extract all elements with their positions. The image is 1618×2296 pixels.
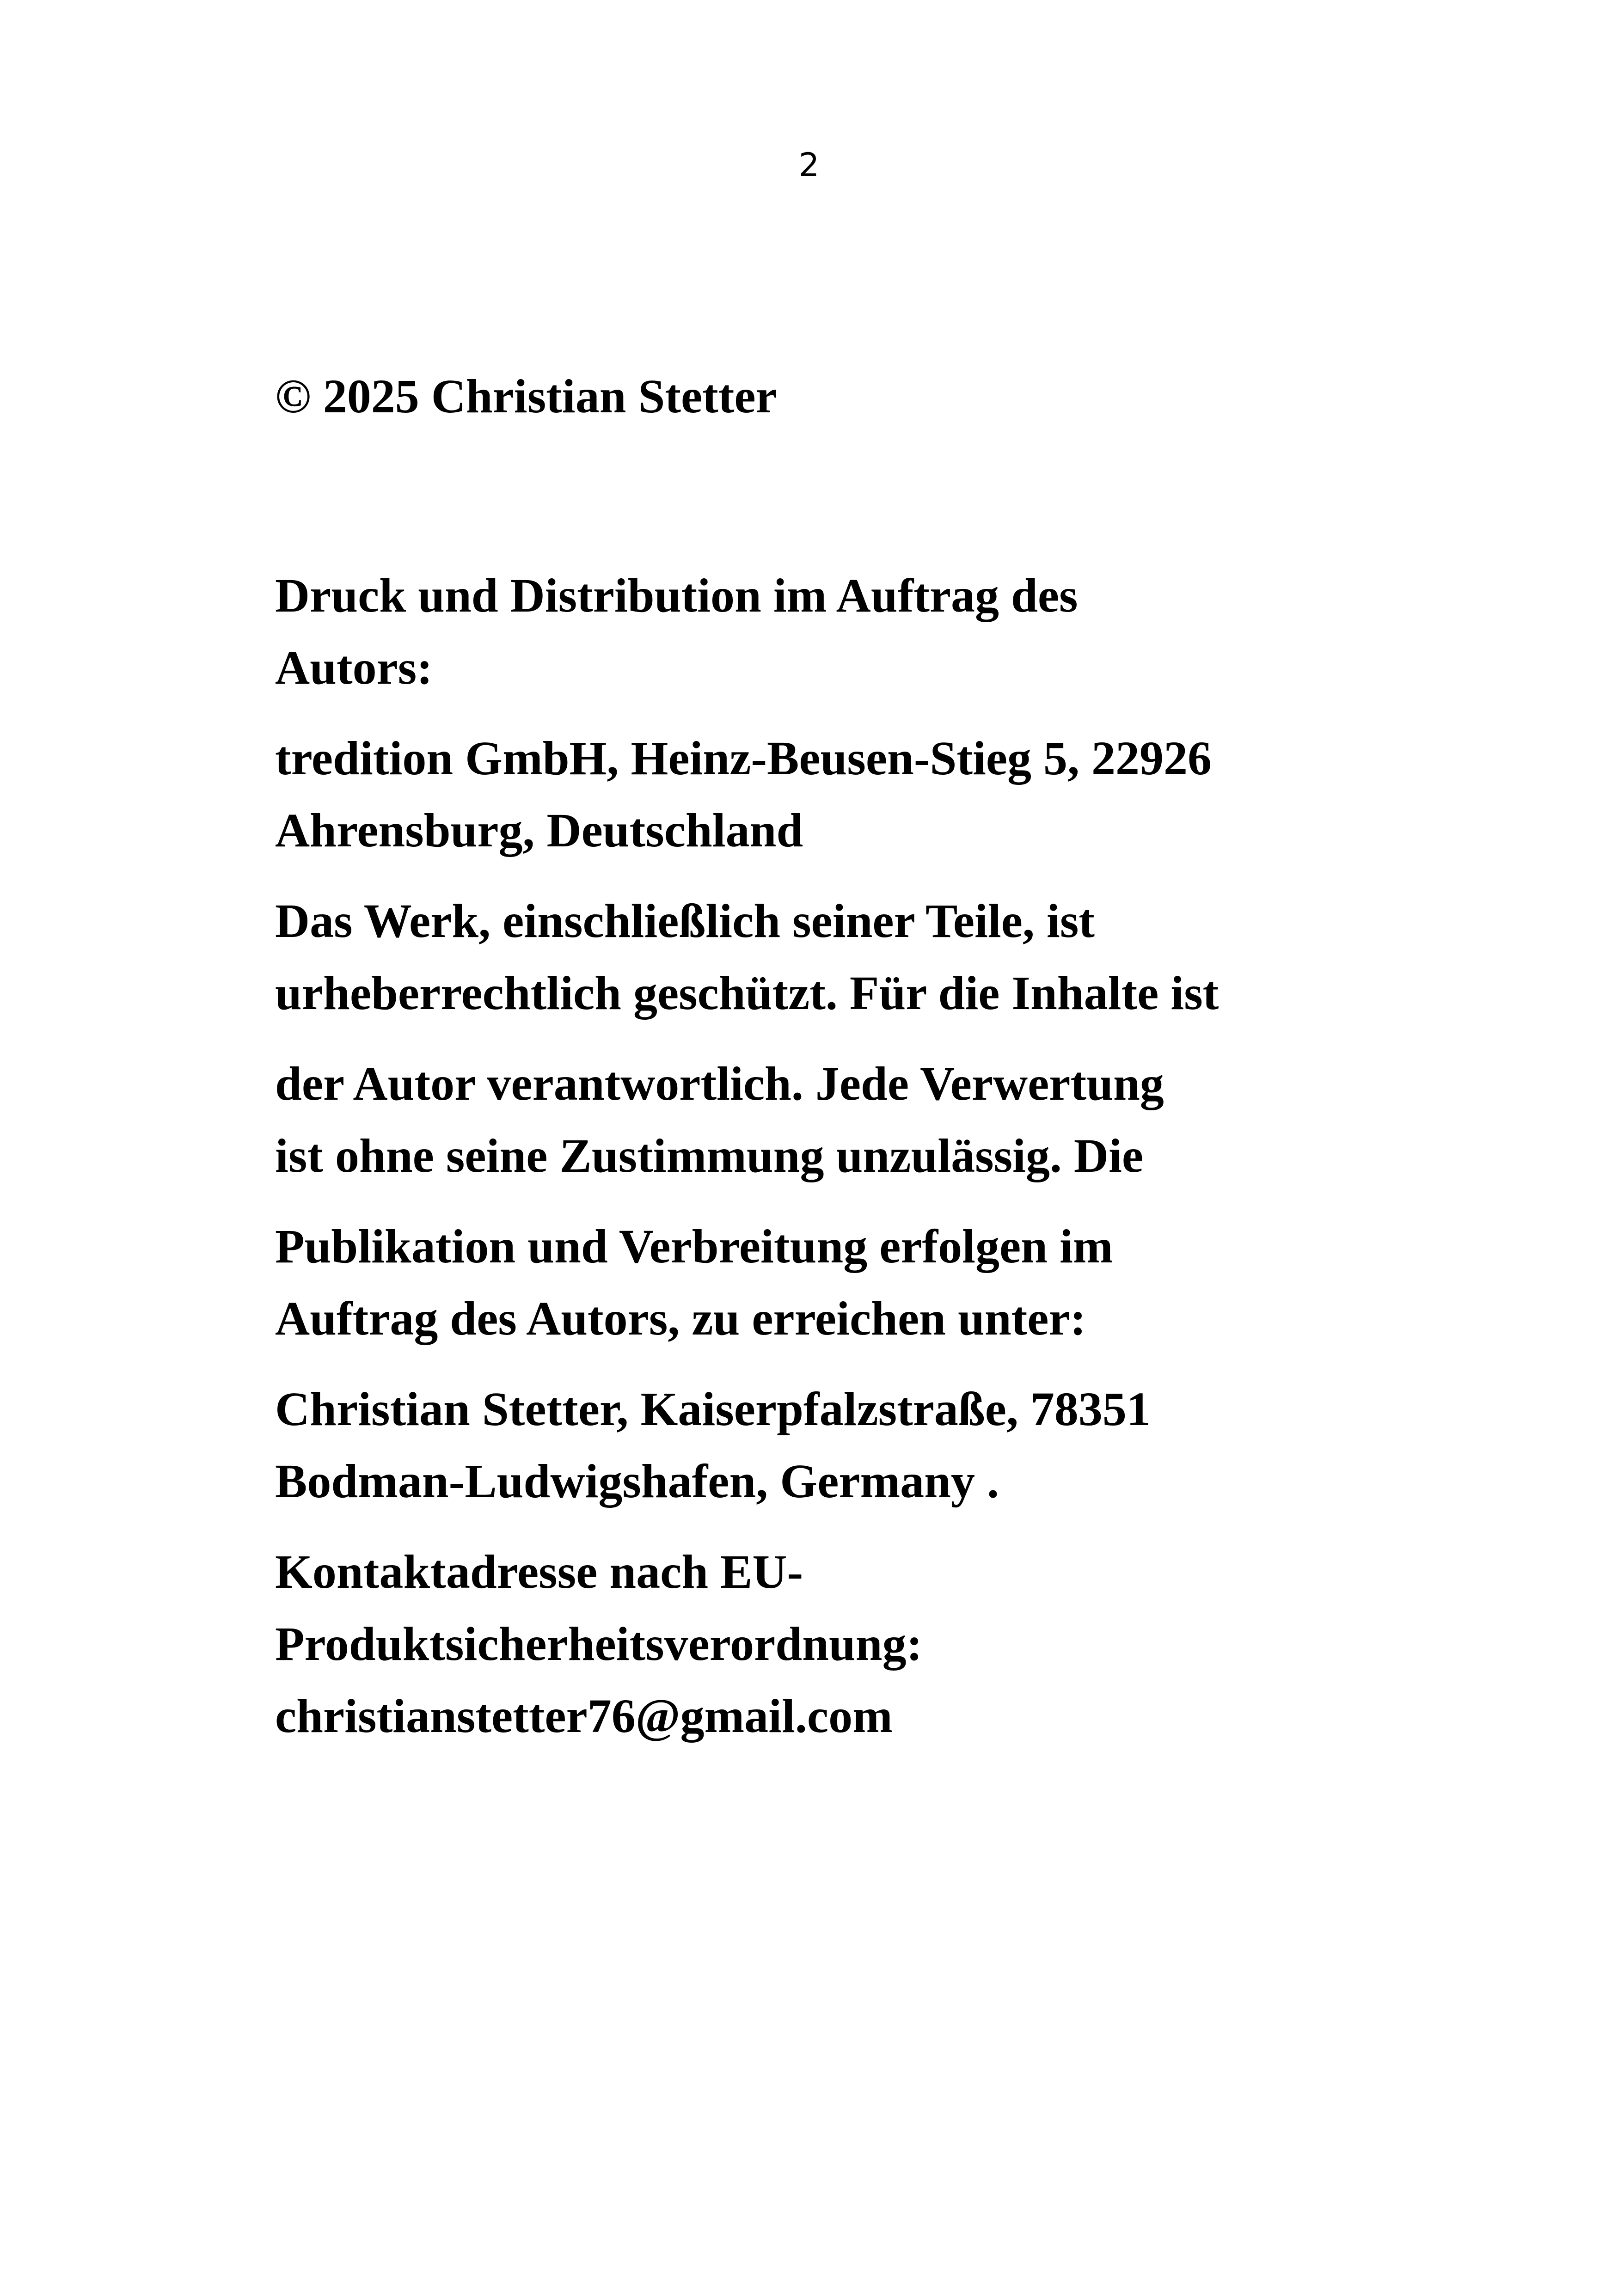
- text-line: Christian Stetter, Kaiserpfalzstraße, 78351: [275, 1383, 1151, 1436]
- page-number: 2: [798, 146, 820, 184]
- text-line: Produktsicherheitsverordnung:: [275, 1617, 923, 1671]
- eu-contact-address: [275, 1536, 1477, 1752]
- text-line: Druck und Distribution im Auftrag des: [275, 569, 1078, 622]
- copyright-notice: © 2025 Christian Stetter: [275, 370, 777, 423]
- text-line: Auftrag des Autors, zu erreichen unter:: [275, 1292, 1086, 1345]
- text-line: Publikation und Verbreitung erfolgen im: [275, 1220, 1113, 1273]
- text-line: Autors:: [275, 641, 433, 694]
- text-line: tredition GmbH, Heinz-Beusen-Stieg 5, 22926: [275, 732, 1212, 785]
- copyright-statement-part-2: [275, 1048, 1477, 1192]
- text-line: Kontaktadresse nach EU-: [275, 1545, 803, 1598]
- text-line: urheberrechtlich geschützt. Für die Inhalte ist: [275, 967, 1219, 1020]
- text-line: Ahrensburg, Deutschland: [275, 804, 803, 857]
- publisher-address: [275, 722, 1477, 867]
- copyright-statement-part-1: [275, 885, 1477, 1029]
- printing-distribution-heading: [275, 560, 1477, 704]
- text-line: Bodman-Ludwigshafen, Germany .: [275, 1455, 999, 1508]
- text-line: Das Werk, einschließlich seiner Teile, ist: [275, 894, 1095, 948]
- text-line: der Autor verantwortlich. Jede Verwertung: [275, 1057, 1164, 1110]
- contact-email: christianstetter76@gmail.com: [275, 1690, 893, 1743]
- text-line: ist ohne seine Zustimmung unzulässig. Die: [275, 1129, 1144, 1182]
- imprint-body: [275, 361, 1477, 1752]
- author-address: [275, 1373, 1477, 1518]
- copyright-statement-part-3: [275, 1211, 1477, 1355]
